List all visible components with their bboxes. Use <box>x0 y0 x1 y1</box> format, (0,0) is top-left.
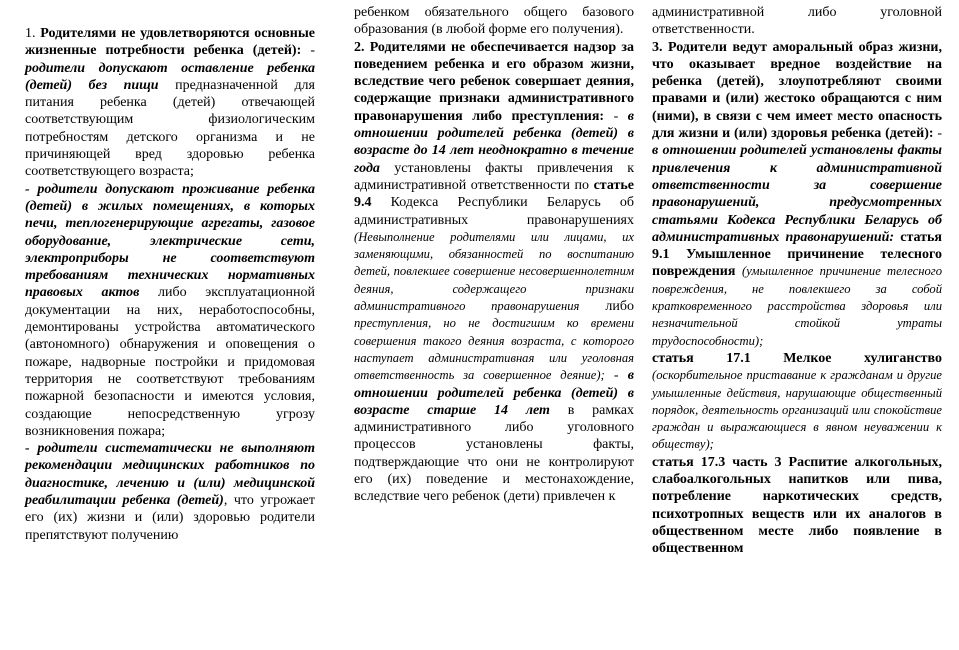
text-run: Кодекса Республики Беларусь об административных правонарушениях <box>354 195 634 228</box>
text-run: ребенком обязательного общего базового образования (в любой форме его получения). <box>354 5 634 38</box>
text-run: (умышленное причинение телесного повреждения, не повлекшего за собой кратковременного расстройства здоровья или незначительной стойкой утраты трудоспособности); <box>652 264 942 348</box>
text-run: в отношении родителей ребенка (детей) в возрасте старше 14 лет <box>354 368 634 418</box>
text-run: в отношении родителей ребенка (детей) в возрасте до 14 лет неоднократно в течение года <box>354 108 634 176</box>
paragraph <box>25 25 315 181</box>
text-run: 3. Родители ведут аморальный образ жизни, что оказывает вредное воздействие на ребенка (детей), злоупотребляют своими правами и (или) жестоко обращаются с ним (ними), в связи с чем имеет место опасность для жизни и (или) здоровья ребенка (детей): <box>652 39 942 142</box>
text-run: - родители допускают проживание ребенка (детей) в жилых помещениях, в которых печи, теплогенерирующие агрегаты, газовое оборудование, электрические сети, электроприборы не соответствуют требованиям технических нормативных правовых актов <box>25 181 315 301</box>
text-run: (Невыполнение родителями или лицами, их заменяющими, обязанностей по воспитанию детей, повлекшее совершение несовершеннолетним деяния, содержащего признаки административного правонарушения <box>354 229 634 314</box>
text-run: - <box>604 108 628 124</box>
paragraph <box>652 454 942 558</box>
paragraph <box>652 39 942 350</box>
text-run: установлены факты привлечения к административной ответственности по <box>354 160 634 193</box>
paragraph <box>354 39 634 506</box>
text-run: преступления, но не достигшим ко времени совершения такого деяния возраста, с которого наступает административная или уголовная ответственность за совершенное деяние); <box>354 316 634 383</box>
text-run: статья 17.1 Мелкое хулиганство <box>652 350 942 366</box>
text-run: , что угрожает его (их) жизни и (или) здоровью родители препятствуют получению <box>25 493 315 543</box>
text-run: административной либо уголовной ответственности. <box>652 5 942 38</box>
paragraph <box>25 181 315 440</box>
column-2 <box>354 5 634 645</box>
text-run: предназначенной для питания ребенка (детей) отвечающей соответствующим физиологическим потребностям детского организма и не причиняющей вред здоровью ребенка соответствующего возраста; <box>25 77 315 180</box>
text-run: статье 9.4 <box>354 177 634 211</box>
text-run: статья 9.1 Умышленное причинение телесного повреждения <box>652 229 942 280</box>
text-run: - <box>604 368 628 384</box>
text-run: 2. Родителями не обеспечивается надзор за поведением ребенка и его образом жизни, вследствие чего ребенок совершает деяния, содержащие признаки административного правонарушения либо преступления: <box>354 39 634 124</box>
paragraph <box>652 350 942 454</box>
text-run: - <box>301 43 315 59</box>
text-run: статья 17.3 часть 3 Распитие алкогольных, слабоалкогольных напитков или пива, потребление наркотических средств, психотропных веществ или их аналогов в общественном месте либо появление в общественном <box>652 454 942 557</box>
column-3 <box>652 5 942 645</box>
text-run: родители допускают оставление ребенка (детей) без пищи <box>25 60 315 93</box>
text-run: в рамках административного либо уголовного процессов установлены факты, подтверждающие что они не контролируют его (их) поведение и местонахождение, вследствие чего ребенок (дети) привлечен к <box>354 402 634 505</box>
text-run: 1. <box>25 26 41 41</box>
paragraph <box>25 440 315 544</box>
text-run: Родителями не удовлетворяются основные жизненные потребности ребенка (детей): <box>25 26 316 59</box>
text-run: либо эксплуатационной документации на них, неработоспособны, демонтированы устройства автоматического (автономного) обнаружения и оповещения о пожаре, надворные постройки и придомовая территория не соответствуют требованиям пожарной безопасности и имеются условия, создающие непосредственную угрозу возникновения пожара; <box>25 285 316 439</box>
paragraph <box>354 4 634 39</box>
text-run: - <box>933 126 942 142</box>
paragraph <box>652 4 942 39</box>
text-run: - родители систематически не выполняют рекомендации медицинских работников по диагностике, лечению и (или) медицинской реабилитации ребенка (детей) <box>25 441 315 509</box>
text-run: (оскорбительное приставание к гражданам и другие умышленные действия, нарушающие общественный порядок, деятельность организаций или спокойствие граждан и выражающиеся в явном неуважении к обществу); <box>652 368 942 452</box>
text-run: либо <box>579 299 634 315</box>
text-run: в отношении родителей установлены факты привлечения к административной ответственности за совершение правонарушений, предусмотренных статьями Кодекса Республики Беларусь об административных правонарушений: <box>652 143 942 245</box>
column-1 <box>25 25 315 645</box>
